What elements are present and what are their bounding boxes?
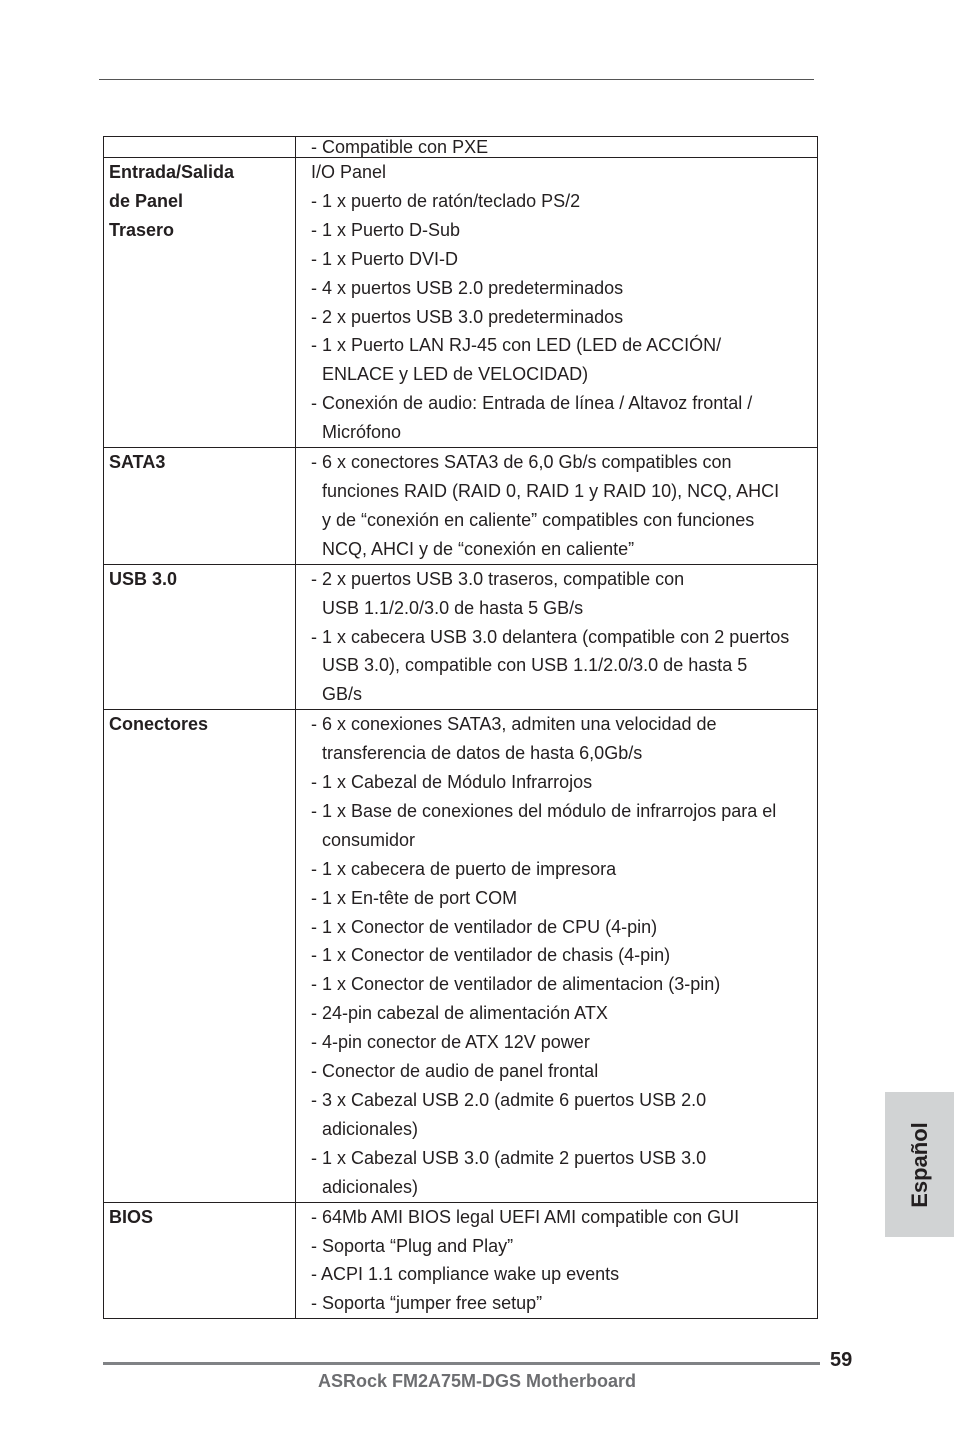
spec-line: - 4 x puertos USB 2.0 predeterminados <box>311 277 624 298</box>
spec-line: - 2 x puertos USB 3.0 traseros, compatible con <box>311 568 685 589</box>
spec-value-cell <box>296 1202 818 1319</box>
spec-line: ENLACE y LED de VELOCIDAD) <box>322 364 589 385</box>
language-tab <box>885 1092 954 1237</box>
spec-line: USB 3.0), compatible con USB 1.1/2.0/3.0 de hasta 5 <box>322 655 748 676</box>
spec-line: - 1 x cabecera de puerto de impresora <box>311 858 617 879</box>
spec-line: - 1 x En-tête de port COM <box>311 887 518 908</box>
spec-line: y de “conexión en caliente” compatibles con funciones <box>322 509 755 530</box>
spec-label-cell <box>104 710 296 1202</box>
spec-label: BIOS <box>109 1206 154 1227</box>
spec-line: NCQ, AHCI y de “conexión en caliente” <box>322 538 635 559</box>
spec-line: - 6 x conectores SATA3 de 6,0 Gb/s compatibles con <box>311 452 732 473</box>
spec-line: - Soporta “jumper free setup” <box>311 1293 543 1314</box>
spec-line: - Soporta “Plug and Play” <box>311 1235 514 1256</box>
spec-line: - 2 x puertos USB 3.0 predeterminados <box>311 306 624 327</box>
spec-label-cell <box>104 137 296 158</box>
spec-line: - 1 x Puerto LAN RJ-45 con LED (LED de ACCIÓN/ <box>311 335 722 356</box>
language-tab-label: Español <box>906 1121 932 1208</box>
footer-label: ASRock FM2A75M-DGS Motherboard <box>317 1371 637 1391</box>
spec-label-cell <box>104 1202 296 1319</box>
spec-line: I/O Panel <box>311 162 387 182</box>
spec-value-cell <box>296 564 818 710</box>
spec-label: Entrada/Salida <box>109 162 235 182</box>
spec-line: USB 1.1/2.0/3.0 de hasta 5 GB/s <box>322 597 584 618</box>
spec-line: - Conexión de audio: Entrada de línea / Altavoz frontal / <box>311 393 753 414</box>
bottom-rule <box>103 1362 820 1365</box>
spec-line: adicionales) <box>322 1176 419 1197</box>
spec-row <box>104 710 818 1202</box>
spec-row <box>104 158 818 448</box>
spec-value-cell <box>296 137 818 158</box>
spec-line: - Compatible con PXE <box>311 137 489 157</box>
spec-line: consumidor <box>322 829 416 850</box>
spec-line: - ACPI 1.1 compliance wake up events <box>311 1264 620 1285</box>
spec-line: - 1 x puerto de ratón/teclado PS/2 <box>311 190 581 211</box>
top-rule <box>99 79 814 80</box>
spec-line: - 3 x Cabezal USB 2.0 (admite 6 puertos USB 2.0 <box>311 1090 707 1110</box>
spec-line: Micrófono <box>322 422 402 443</box>
page-number: 59 <box>830 1349 853 1371</box>
spec-value-cell <box>296 710 818 1202</box>
spec-line: - Conector de audio de panel frontal <box>311 1061 599 1082</box>
spec-label: USB 3.0 <box>109 568 178 589</box>
spec-line: adicionales) <box>322 1118 419 1139</box>
spec-value-cell <box>296 158 818 448</box>
spec-label: Trasero <box>109 219 175 240</box>
spec-label-cell <box>104 448 296 565</box>
spec-row <box>104 137 818 158</box>
spec-table <box>103 136 818 1319</box>
spec-line: - 1 x Puerto DVI-D <box>311 248 459 269</box>
spec-row <box>104 1202 818 1319</box>
spec-line: - 1 x Conector de ventilador de alimentacion (3-pin) <box>311 974 721 995</box>
spec-line: funciones RAID (RAID 0, RAID 1 y RAID 10), NCQ, AHCI <box>322 480 780 501</box>
spec-value-cell <box>296 448 818 565</box>
spec-label-cell <box>104 158 296 448</box>
spec-line: GB/s <box>322 684 363 705</box>
spec-line: - 1 x Conector de ventilador de CPU (4-pin) <box>311 916 658 937</box>
spec-line: - 24-pin cabezal de alimentación ATX <box>311 1003 608 1024</box>
spec-line: - 6 x conexiones SATA3, admiten una velocidad de <box>311 714 717 735</box>
spec-line: - 1 x Conector de ventilador de chasis (4-pin) <box>311 945 671 966</box>
spec-row <box>104 448 818 565</box>
spec-label-cell <box>104 564 296 710</box>
footer-text <box>0 1371 954 1392</box>
spec-line: - 1 x cabecera USB 3.0 delantera (compatible con 2 puertos <box>311 626 790 647</box>
spec-line: - 1 x Cabezal USB 3.0 (admite 2 puertos USB 3.0 <box>311 1147 707 1168</box>
spec-table-body <box>104 137 818 1319</box>
spec-line: - 1 x Base de conexiones del módulo de infrarrojos para el <box>311 800 777 821</box>
spec-label: Conectores <box>109 714 209 735</box>
spec-line: - 4-pin conector de ATX 12V power <box>311 1032 590 1053</box>
spec-label: SATA3 <box>109 452 166 473</box>
spec-line: - 1 x Puerto D-Sub <box>311 219 461 240</box>
spec-label: de Panel <box>109 190 184 211</box>
spec-row <box>104 564 818 710</box>
spec-line: - 64Mb AMI BIOS legal UEFI AMI compatible con GUI <box>311 1206 740 1227</box>
spec-line: transferencia de datos de hasta 6,0Gb/s <box>322 743 643 764</box>
spec-line: - 1 x Cabezal de Módulo Infrarrojos <box>311 772 593 793</box>
